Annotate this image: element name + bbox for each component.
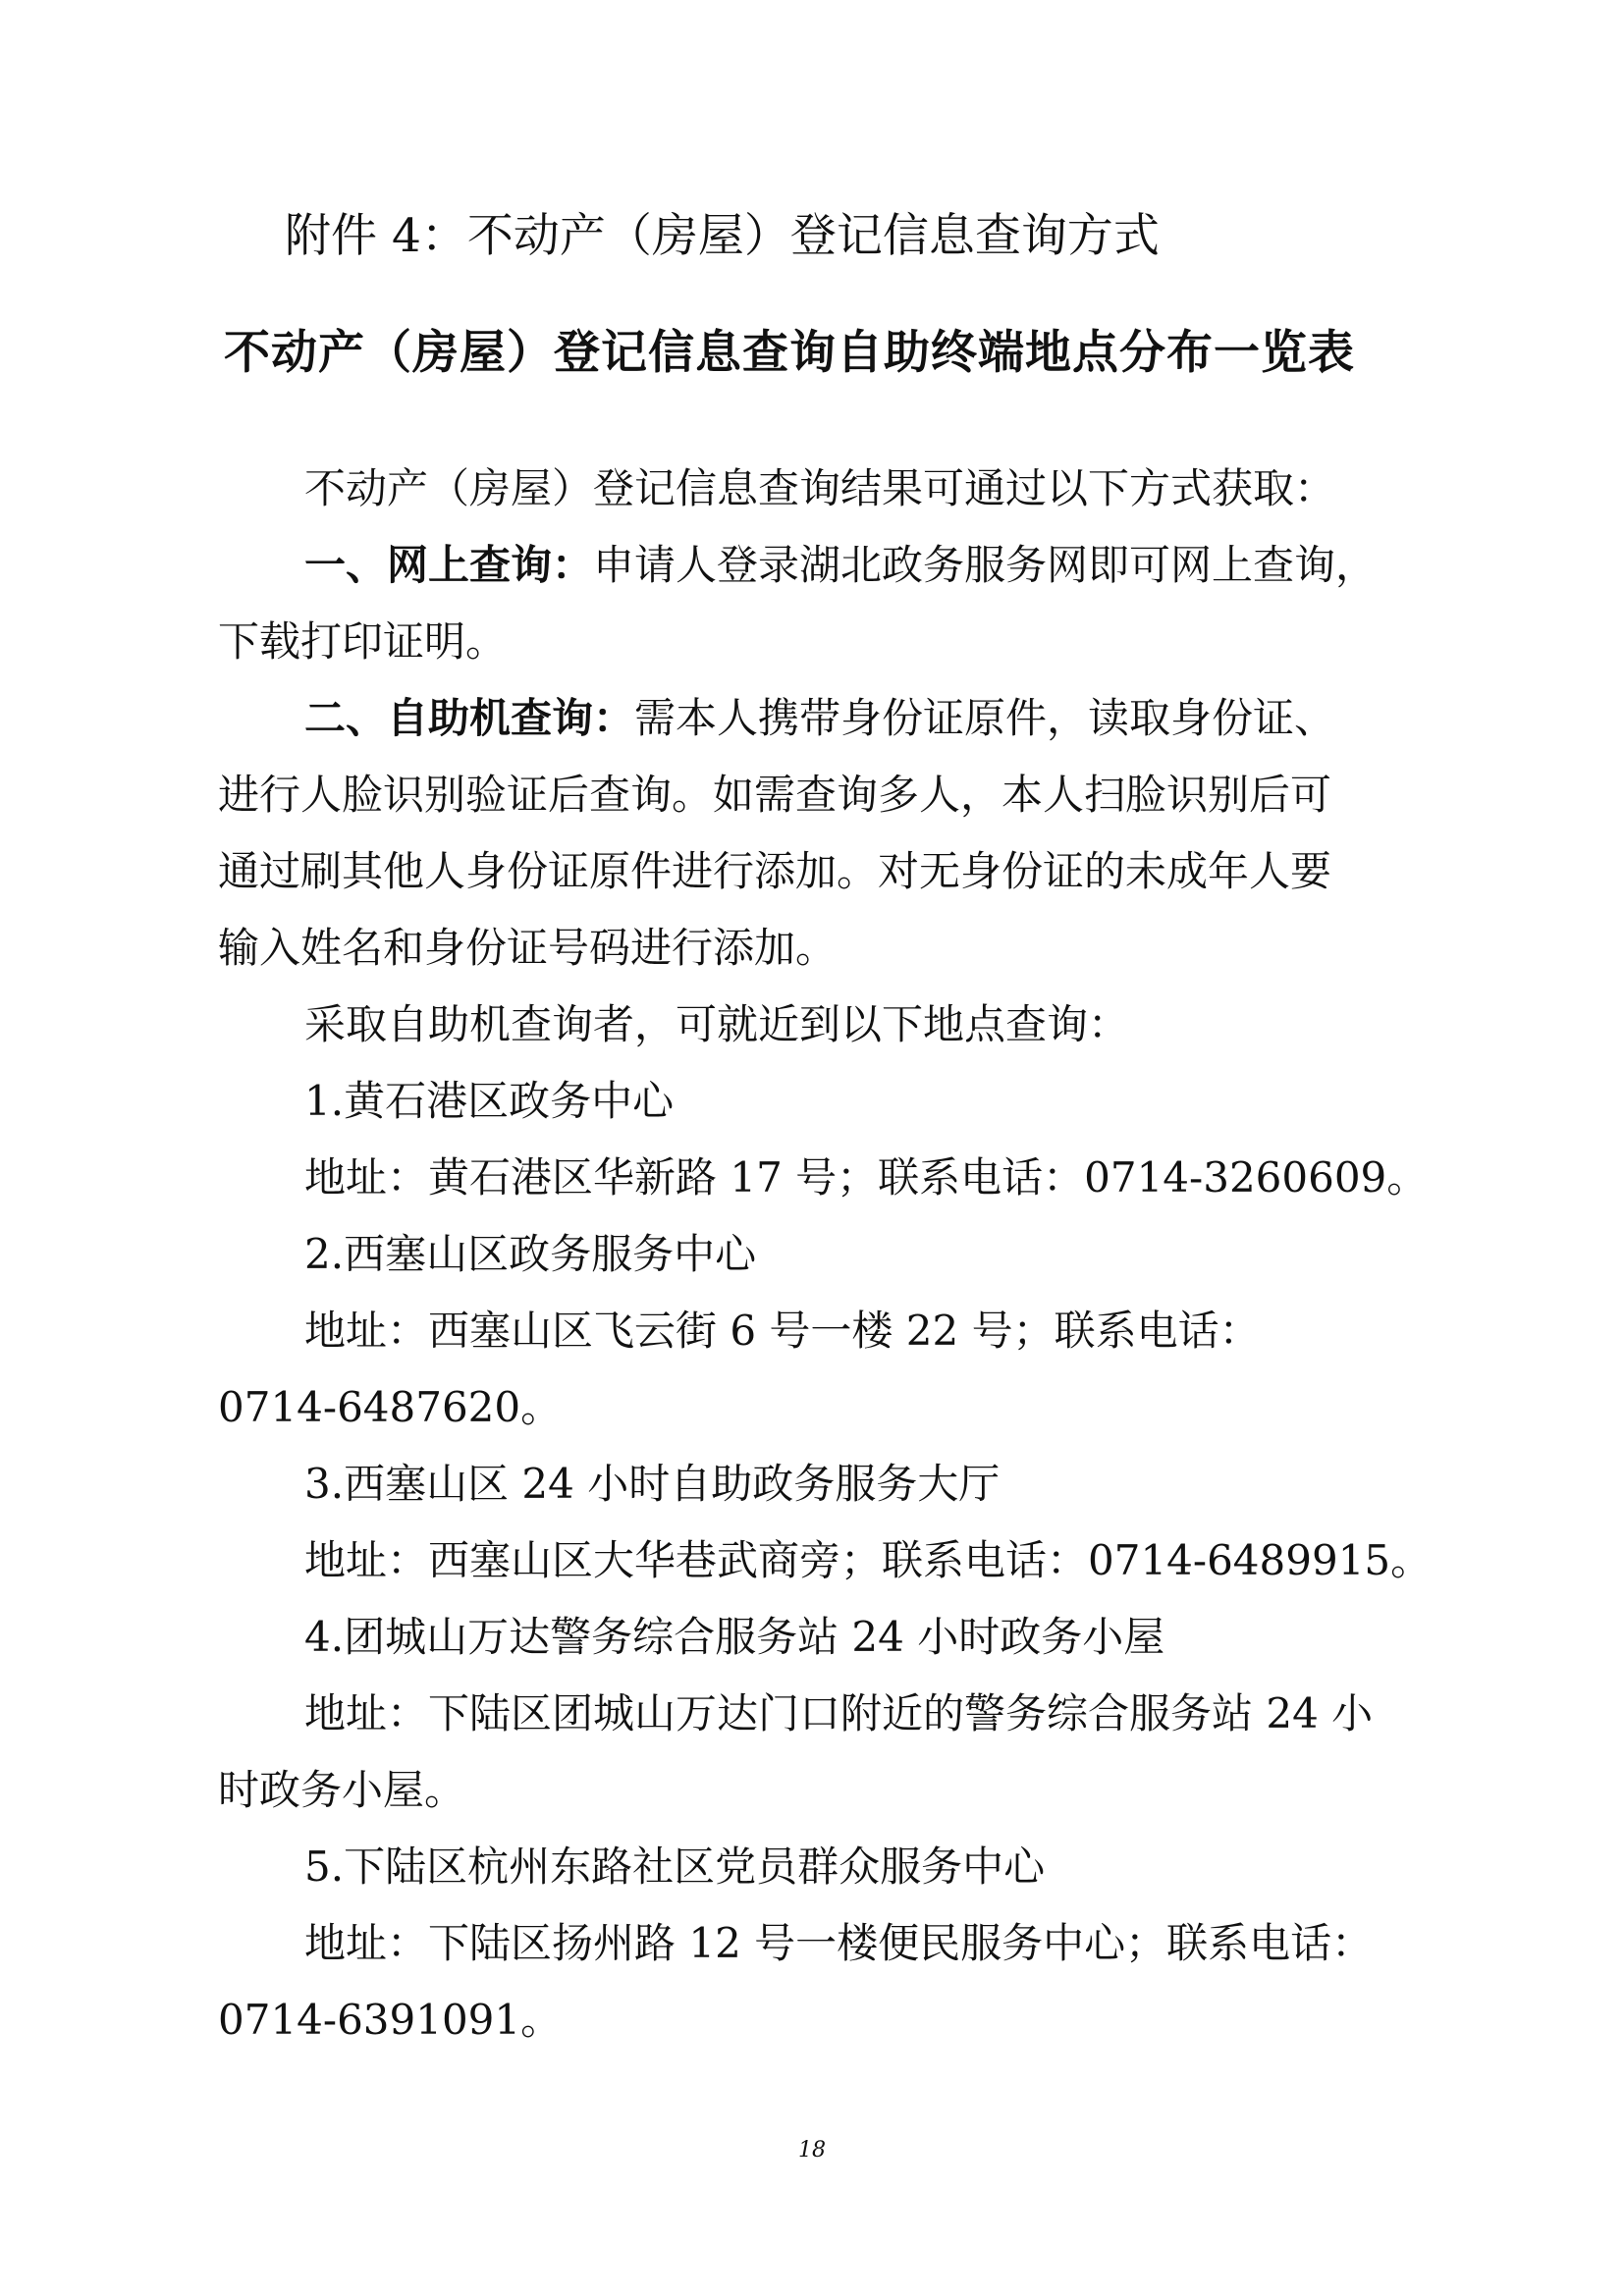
kiosk-query-text: 需本人携带身份证原件，读取身份证、 xyxy=(634,694,1336,742)
location-name: 2.西塞山区政务服务中心 xyxy=(304,1230,757,1278)
intro-paragraph: 不动产（房屋）登记信息查询结果可通过以下方式获取： xyxy=(304,464,1336,512)
page-number: 18 xyxy=(798,2138,826,2163)
online-query-text: 申请人登录湖北政务服务网即可网上查询， xyxy=(593,541,1378,589)
kiosk-query-text-line-2: 进行人脸识别验证后查询。如需查询多人，本人扫脸识别后可 xyxy=(218,771,1332,819)
location-address: 地址：下陆区扬州路 12 号一楼便民服务中心；联系电话： xyxy=(304,1919,1374,1967)
location-name: 3.西塞山区 24 小时自助政务服务大厅 xyxy=(304,1460,1001,1508)
kiosk-query-text-line-3: 通过刷其他人身份证原件进行添加。对无身份证的未成年人要 xyxy=(218,847,1332,895)
kiosk-query-paragraph xyxy=(304,693,1335,744)
attachment-heading: 附件 4：不动产（房屋）登记信息查询方式 xyxy=(285,209,1160,263)
location-name: 5.下陆区杭州东路社区党员群众服务中心 xyxy=(304,1842,1046,1891)
locations-intro: 采取自助机查询者，可就近到以下地点查询： xyxy=(304,1000,1130,1048)
location-address: 地址：下陆区团城山万达门口附近的警务综合服务站 24 小 xyxy=(304,1689,1374,1737)
location-address-cont: 时政务小屋。 xyxy=(218,1766,466,1814)
online-query-label: 一、网上查询： xyxy=(304,541,594,589)
location-name: 1.黄石港区政务中心 xyxy=(304,1077,675,1125)
location-address: 地址：西塞山区大华巷武商旁；联系电话：0714-6489915。 xyxy=(304,1536,1433,1584)
location-address-cont: 0714-6391091。 xyxy=(218,1996,563,2044)
location-name: 4.团城山万达警务综合服务站 24 小时政务小屋 xyxy=(304,1613,1165,1661)
location-address-cont: 0714-6487620。 xyxy=(218,1383,563,1431)
online-query-text-cont: 下载打印证明。 xyxy=(218,617,508,666)
kiosk-query-label: 二、自助机查询： xyxy=(304,694,635,742)
location-address: 地址：西塞山区飞云街 6 号一楼 22 号；联系电话： xyxy=(304,1307,1261,1355)
page-title: 不动产（房屋）登记信息查询自助终端地点分布一览表 xyxy=(224,326,1355,380)
kiosk-query-text-line-4: 输入姓名和身份证号码进行添加。 xyxy=(218,924,838,972)
online-query-paragraph xyxy=(304,540,1377,591)
location-address: 地址：黄石港区华新路 17 号；联系电话：0714-3260609。 xyxy=(304,1153,1429,1201)
